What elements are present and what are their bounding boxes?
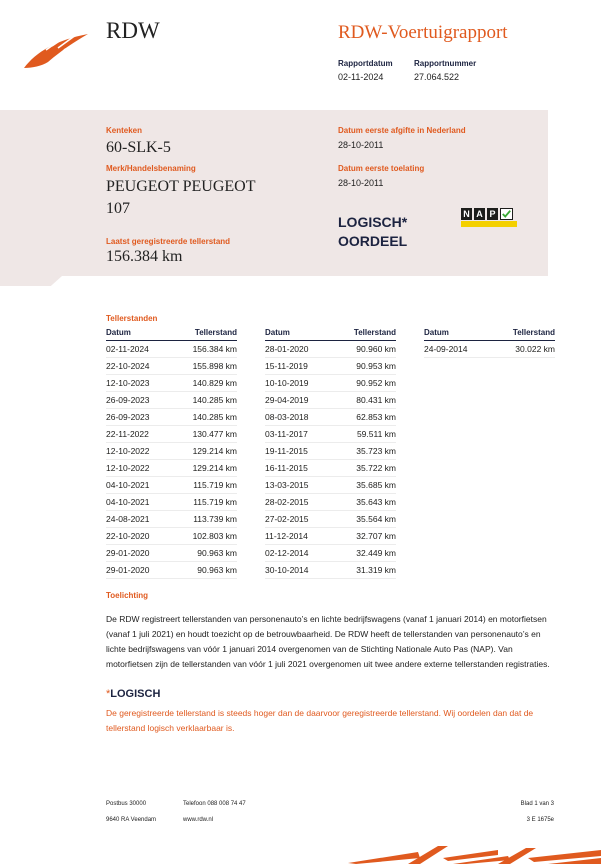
row-datum: 29-01-2020 [106,548,150,558]
row-tellerstand: 129.214 km [192,463,237,473]
row-tellerstand: 155.898 km [192,361,237,371]
footer-website: www.rdw.nl [183,817,214,823]
table-row [265,528,396,545]
table-row [265,341,396,358]
row-tellerstand: 156.384 km [192,344,237,354]
row-datum: 22-10-2024 [106,361,150,371]
row-datum: 11-12-2014 [265,531,308,541]
row-tellerstand: 35.643 km [356,497,396,507]
tellerstanden-column-3 [424,328,555,358]
table-row [106,562,237,579]
table-row [106,528,237,545]
tellerstanden-column-1 [106,328,237,579]
row-datum: 24-08-2021 [106,514,150,524]
logisch-title: LOGISCH [110,688,161,700]
footer-blad: Blad 1 van 3 [520,801,554,807]
table-row [265,545,396,562]
row-tellerstand: 115.719 km [193,497,237,507]
row-tellerstand: 35.723 km [356,446,396,456]
row-datum: 10-10-2019 [265,378,309,388]
table-row [265,409,396,426]
table-row [106,443,237,460]
row-datum: 15-11-2019 [265,361,308,371]
header-datum: Datum [265,328,290,337]
verdict-line2: OORDEEL [338,233,408,249]
row-tellerstand: 90.963 km [197,565,237,575]
merk-label: Merk/Handelsbenaming [106,164,196,173]
row-datum: 03-11-2017 [265,429,308,439]
table-row [106,477,237,494]
tellerstanden-title: Tellerstanden [106,314,158,323]
header-datum: Datum [424,328,449,337]
row-datum: 12-10-2022 [106,446,150,456]
table-row [265,494,396,511]
nap-letter-p: P [487,208,498,220]
footer-postbus: Postbus 30000 [106,801,147,807]
row-datum: 28-01-2020 [265,344,309,354]
row-tellerstand: 113.739 km [193,514,237,524]
row-tellerstand: 59.511 km [356,429,396,439]
row-datum: 29-01-2020 [106,565,150,575]
brand-name: RDW [106,18,160,43]
header-tellerstand: Tellerstand [353,328,396,337]
row-datum: 19-11-2015 [265,446,308,456]
row-datum: 28-02-2015 [265,497,309,507]
row-datum: 22-10-2020 [106,531,150,541]
table-row [265,426,396,443]
row-tellerstand: 140.829 km [192,378,237,388]
footer-code: 3 E 1675e [526,817,554,823]
row-datum: 13-03-2015 [265,480,309,490]
table-row [106,392,237,409]
row-datum: 12-10-2023 [106,378,150,388]
row-datum: 08-03-2018 [265,412,309,422]
logisch-explanation: De geregistreerde tellerstand is steeds hoger dan de daarvoor geregistreerde tellerstand. Wij oordelen dan dat de tellerstand logisch verklaarbaar is. [106,708,534,733]
column-header [106,328,237,341]
nap-bar [461,221,517,227]
row-tellerstand: 140.285 km [192,412,237,422]
toelating-label: Datum eerste toelating [338,164,425,173]
table-row [106,511,237,528]
verdict [338,213,428,251]
rapportnummer-value: 27.064.522 [414,72,460,82]
row-datum: 30-10-2014 [265,565,309,575]
row-datum: 27-02-2015 [265,514,309,524]
row-tellerstand: 80.431 km [356,395,396,405]
header-datum: Datum [106,328,131,337]
row-tellerstand: 140.285 km [192,395,237,405]
table-row [106,426,237,443]
kenteken-value: 60-SLK-5 [106,139,171,156]
row-tellerstand: 32.449 km [356,548,396,558]
afgifte-label: Datum eerste afgifte in Nederland [338,126,466,135]
nap-letter-a: A [474,208,485,220]
table-row [265,392,396,409]
table-row [106,545,237,562]
header-tellerstand: Tellerstand [512,328,555,337]
row-datum: 04-10-2021 [106,497,150,507]
row-tellerstand: 130.477 km [192,429,237,439]
row-datum: 22-11-2022 [106,429,149,439]
table-row [106,375,237,392]
row-tellerstand: 35.564 km [356,514,396,524]
header-tellerstand: Tellerstand [194,328,237,337]
table-row [265,443,396,460]
table-row [106,341,237,358]
tellerstand-label: Laatst geregistreerde tellerstand [106,237,231,246]
row-datum: 02-12-2014 [265,548,309,558]
row-tellerstand: 90.963 km [197,548,237,558]
toelichting-title: Toelichting [106,591,149,600]
row-datum: 24-09-2014 [424,344,468,354]
tellerstanden-column-2 [265,328,396,579]
row-tellerstand: 35.722 km [356,463,396,473]
panel-tail [0,276,62,286]
table-row [106,460,237,477]
table-row [265,375,396,392]
table-row [106,494,237,511]
tellerstand-value: 156.384 km [106,248,183,265]
column-header [424,328,555,341]
table-row [106,409,237,426]
row-datum: 26-09-2023 [106,395,150,405]
footer-stripes-icon [348,846,601,864]
nap-logo [461,208,517,228]
column-header [265,328,396,341]
row-tellerstand: 90.952 km [356,378,396,388]
rapportnummer-label: Rapportnummer [414,59,477,68]
toelating-value: 28-10-2011 [338,178,384,188]
logisch-heading [106,688,160,700]
merk-value-line2: 107 [106,200,130,217]
toelichting-text: De RDW registreert tellerstanden van personenauto’s en lichte bedrijfswagens (vanaf 1 januari 2014) en motorfietsen (vanaf 1 juli 2021) en houdt toezicht op de betrouwbaarheid. De RDW heeft de tellerstanden van personenauto’s en lichte bedrijfswagens van vóór 1 januari 2014 overgenomen van de Stichting Nationale Auto Pas (NAP). Van motorfietsen zijn de tellerstanden van vóór 1 juli 2021 overgenomen uit twee andere externe tellerstanden registraties. [106,614,550,669]
afgifte-value: 28-10-2011 [338,140,384,150]
table-row [265,460,396,477]
kenteken-label: Kenteken [106,126,143,135]
row-datum: 02-11-2024 [106,344,149,354]
verdict-line1: LOGISCH* [338,214,408,230]
row-datum: 26-09-2023 [106,412,150,422]
row-tellerstand: 90.960 km [356,344,396,354]
row-datum: 12-10-2022 [106,463,150,473]
table-row [265,477,396,494]
row-tellerstand: 32.707 km [356,531,396,541]
table-row [265,358,396,375]
row-tellerstand: 35.685 km [356,480,396,490]
row-tellerstand: 62.853 km [356,412,396,422]
row-datum: 04-10-2021 [106,480,150,490]
footer-plaats: 9640 RA Veendam [106,817,157,823]
rapportdatum-value: 02-11-2024 [338,72,384,82]
footer-telefoon: Telefoon 088 008 74 47 [183,801,246,807]
row-tellerstand: 129.214 km [192,446,237,456]
table-row [424,341,555,358]
row-tellerstand: 102.803 km [192,531,237,541]
rapportdatum-label: Rapportdatum [338,59,393,68]
table-row [106,358,237,375]
row-tellerstand: 30.022 km [515,344,555,354]
row-tellerstand: 90.953 km [356,361,396,371]
nap-letter-n: N [461,208,472,220]
table-row [265,511,396,528]
logisch-star: * [106,688,111,700]
merk-value-line1: PEUGEOT PEUGEOT [106,178,256,195]
rdw-logo-icon [22,30,94,70]
checkmark-icon [500,208,513,220]
row-tellerstand: 31.319 km [356,565,396,575]
report-title: RDW-Voertuigrapport [338,22,508,43]
table-row [265,562,396,579]
row-datum: 29-04-2019 [265,395,309,405]
row-tellerstand: 115.719 km [193,480,237,490]
row-datum: 16-11-2015 [265,463,308,473]
